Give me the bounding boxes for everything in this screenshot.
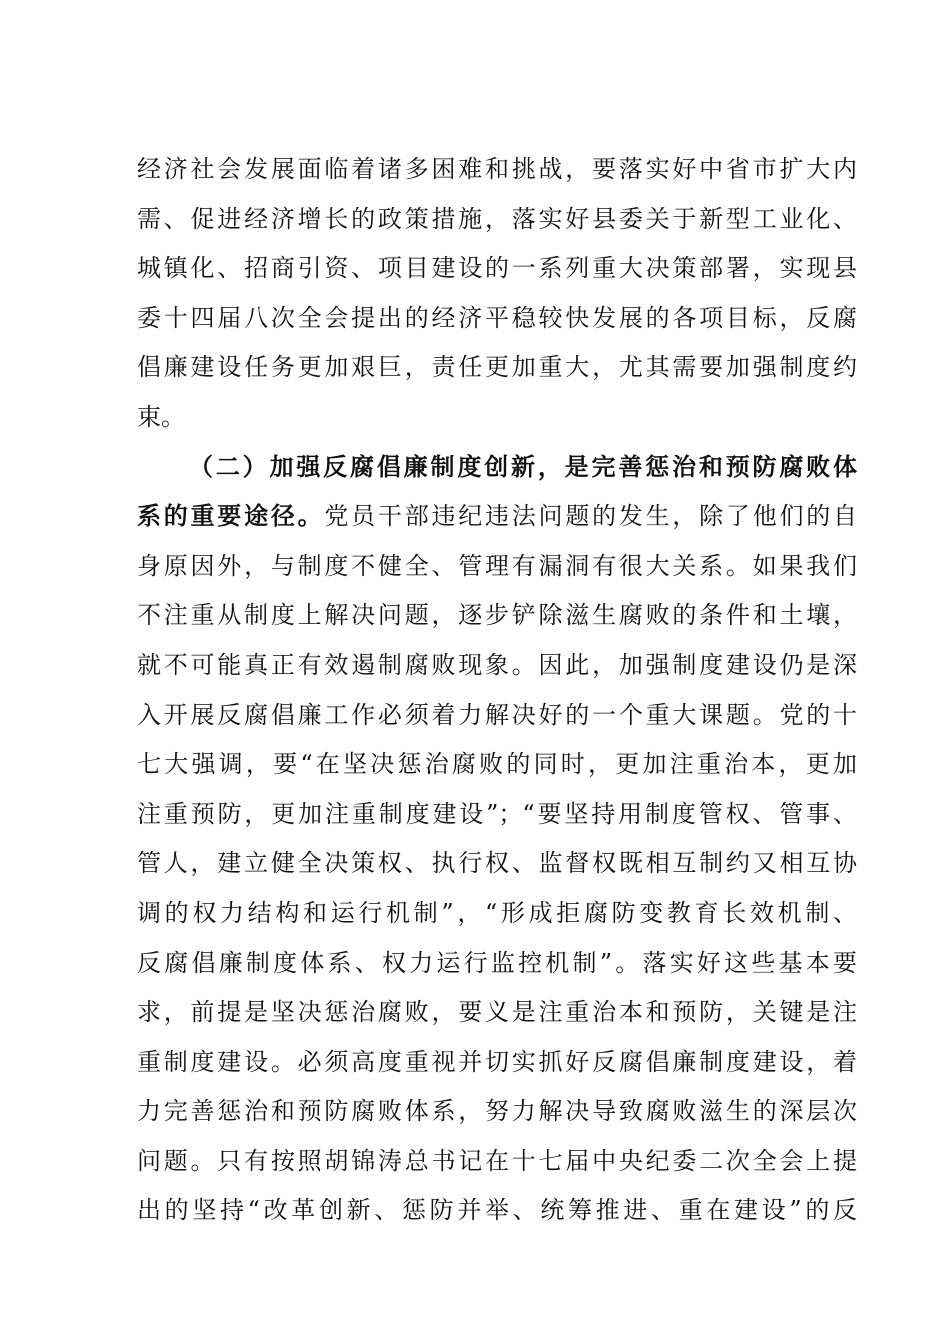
text-line: 重制度建设。必须高度重视并切实抓好反腐倡廉制度建设，着 (137, 1047, 857, 1076)
text-line: 不注重从制度上解决问题，逐步铲除滋生腐败的条件和土壤， (137, 601, 857, 630)
text-line: 入开展反腐倡廉工作必须着力解决好的一个重大课题。党的十 (137, 700, 857, 729)
text-line: 委十四届八次全会提出的经济平稳较快发展的各项目标，反腐 (137, 303, 857, 332)
text-line: 城镇化、招商引资、项目建设的一系列重大决策部署，实现县 (137, 254, 857, 283)
text-line (137, 492, 857, 542)
text-line: 力完善惩治和预防腐败体系，努力解决导致腐败滋生的深层次 (137, 1097, 857, 1126)
text-line: 出的坚持“改革创新、惩防并举、统筹推进、重在建设”的反 (137, 1196, 857, 1225)
text-line: 调的权力结构和运行机制”，“形成拒腐防变教育长效机制、 (137, 898, 857, 927)
text-line: 求，前提是坚决惩治腐败，要义是注重治本和预防，关键是注 (137, 998, 857, 1027)
text-line: 管人，建立健全决策权、执行权、监督权既相互制约又相互协 (137, 849, 857, 878)
text-line: 反腐倡廉制度体系、权力运行监控机制”。落实好这些基本要 (137, 948, 857, 977)
text-line: 问题。只有按照胡锦涛总书记在十七届中央纪委二次全会上提 (137, 1146, 857, 1175)
section-heading: （二）加强反腐倡廉制度创新，是完善惩治和预防腐败体 (189, 452, 857, 481)
text-run: 党员干部违纪违法问题的发生，除了他们的自 (324, 502, 858, 531)
text-line: 就不可能真正有效遏制腐败现象。因此，加强制度建设仍是深 (137, 650, 857, 679)
paragraph-2 (137, 443, 857, 1237)
body-text (137, 145, 857, 1236)
text-line: 注重预防，更加注重制度建设”；“要坚持用制度管权、管事、 (137, 799, 857, 828)
text-line: 经济社会发展面临着诸多困难和挑战，要落实好中省市扩大内 (137, 155, 857, 183)
text-line: 七大强调，要“在坚决惩治腐败的同时，更加注重治本，更加 (137, 750, 857, 779)
text-line: 束。 (137, 402, 185, 431)
text-line: 身原因外，与制度不健全、管理有漏洞有很大关系。如果我们 (137, 551, 857, 580)
text-line: 倡廉建设任务更加艰巨，责任更加重大，尤其需要加强制度约 (137, 353, 857, 382)
text-line: 需、促进经济增长的政策措施，落实好县委关于新型工业化、 (137, 204, 857, 233)
section-heading-end: 系的重要途径。 (137, 502, 325, 531)
paragraph-1 (137, 145, 857, 443)
